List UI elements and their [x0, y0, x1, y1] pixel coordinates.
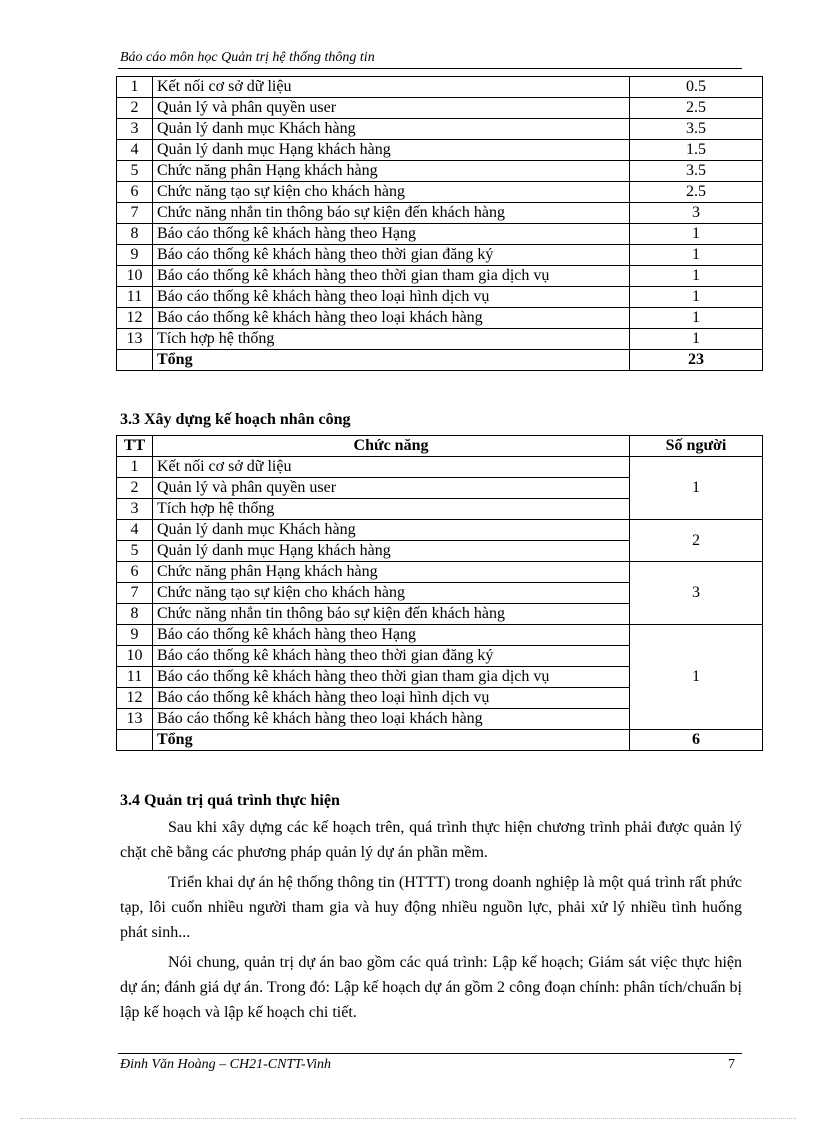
- row-name: Chức năng tạo sự kiện cho khách hàng: [153, 182, 630, 203]
- row-name: Tích hợp hệ thống: [153, 499, 630, 520]
- row-value: 1: [630, 308, 763, 329]
- row-value: 1: [630, 329, 763, 350]
- header-function: Chức năng: [153, 436, 630, 457]
- row-value: 0.5: [630, 77, 763, 98]
- row-name: Báo cáo thống kê khách hàng theo thời gian đăng ký: [153, 245, 630, 266]
- section-33-title: 3.3 Xây dựng kế hoạch nhân công: [120, 411, 351, 428]
- row-name: Chức năng tạo sự kiện cho khách hàng: [153, 583, 630, 604]
- row-value: 1: [630, 245, 763, 266]
- row-number: 10: [117, 266, 153, 287]
- row-value: 3.5: [630, 119, 763, 140]
- table-row: [117, 203, 763, 224]
- row-name: Kết nối cơ sở dữ liệu: [153, 77, 630, 98]
- row-name: Quản lý và phân quyền user: [153, 98, 630, 119]
- row-name: Báo cáo thống kê khách hàng theo Hạng: [153, 224, 630, 245]
- group-people-count: 1: [630, 625, 763, 730]
- row-name: Báo cáo thống kê khách hàng theo loại hình dịch vụ: [153, 287, 630, 308]
- row-number: 11: [117, 287, 153, 308]
- table-row: [117, 77, 763, 98]
- row-value: 2.5: [630, 182, 763, 203]
- header-tt: TT: [117, 436, 153, 457]
- row-number: 5: [117, 541, 153, 562]
- footer-divider: [118, 1053, 742, 1054]
- section-34-title: 3.4 Quản trị quá trình thực hiện: [120, 792, 340, 809]
- group-people-count: 2: [630, 520, 763, 562]
- total-empty-cell: [117, 350, 153, 371]
- row-name: Chức năng phân Hạng khách hàng: [153, 562, 630, 583]
- row-name: Kết nối cơ sở dữ liệu: [153, 457, 630, 478]
- row-name: Báo cáo thống kê khách hàng theo thời gian đăng ký: [153, 646, 630, 667]
- row-name: Báo cáo thống kê khách hàng theo Hạng: [153, 625, 630, 646]
- staffing-table: [116, 435, 763, 751]
- row-number: 2: [117, 98, 153, 119]
- row-value: 3.5: [630, 161, 763, 182]
- header-divider: [118, 68, 742, 69]
- table-row: [117, 329, 763, 350]
- table-row: [117, 457, 763, 478]
- paragraph: Triển khai dự án hệ thống thông tin (HTTT) trong doanh nghiệp là một quá trình rất phức tạp, lôi cuốn nhiều người tham gia và huy động nhiều nguồn lực, phải xử lý nhiều tình huống phát sinh...: [120, 874, 742, 941]
- total-value: 23: [630, 350, 763, 371]
- row-name: Báo cáo thống kê khách hàng theo thời gian tham gia dịch vụ: [153, 266, 630, 287]
- table-row: [117, 287, 763, 308]
- body-text: [120, 815, 742, 1025]
- table-header-row: [117, 436, 763, 457]
- row-name: Quản lý danh mục Hạng khách hàng: [153, 140, 630, 161]
- row-number: 3: [117, 119, 153, 140]
- paragraph: Sau khi xây dựng các kế hoạch trên, quá trình thực hiện chương trình phải được quản lý chặt chẽ bằng các phương pháp quản lý dự án phần mềm.: [120, 819, 742, 861]
- row-number: 3: [117, 499, 153, 520]
- table-row: [117, 625, 763, 646]
- table-row: [117, 119, 763, 140]
- page-number: 7: [728, 1057, 735, 1072]
- row-number: 12: [117, 688, 153, 709]
- group-people-count: 1: [630, 457, 763, 520]
- row-number: 6: [117, 562, 153, 583]
- row-number: 6: [117, 182, 153, 203]
- row-number: 8: [117, 224, 153, 245]
- row-name: Chức năng nhắn tin thông báo sự kiện đến khách hàng: [153, 203, 630, 224]
- row-number: 7: [117, 203, 153, 224]
- row-number: 4: [117, 140, 153, 161]
- row-name: Báo cáo thống kê khách hàng theo loại khách hàng: [153, 709, 630, 730]
- table-row: [117, 182, 763, 203]
- table-row: [117, 161, 763, 182]
- total-row: [117, 350, 763, 371]
- row-name: Tích hợp hệ thống: [153, 329, 630, 350]
- row-value: 3: [630, 203, 763, 224]
- table-row: [117, 520, 763, 541]
- table-row: [117, 140, 763, 161]
- effort-table-body: [117, 77, 763, 371]
- total-row: [117, 730, 763, 751]
- row-value: 1: [630, 287, 763, 308]
- paragraph: Nói chung, quản trị dự án bao gồm các quá trình: Lập kế hoạch; Giám sát việc thực hiện dự án; đánh giá dự án. Trong đó: Lập kế hoạch dự án gồm 2 công đoạn chính: phân tích/chuẩn bị lập kế hoạch và lập kế hoạch chi tiết.: [120, 954, 742, 1021]
- row-value: 1: [630, 266, 763, 287]
- page-header: Báo cáo môn học Quản trị hệ thống thông tin: [120, 50, 375, 65]
- row-number: 9: [117, 245, 153, 266]
- row-number: 12: [117, 308, 153, 329]
- row-name: Quản lý danh mục Khách hàng: [153, 520, 630, 541]
- row-value: 1: [630, 224, 763, 245]
- table-row: [117, 224, 763, 245]
- header-people: Số người: [630, 436, 763, 457]
- table-row: [117, 562, 763, 583]
- table-row: [117, 266, 763, 287]
- row-number: 8: [117, 604, 153, 625]
- table-row: [117, 245, 763, 266]
- row-name: Quản lý danh mục Hạng khách hàng: [153, 541, 630, 562]
- row-name: Chức năng phân Hạng khách hàng: [153, 161, 630, 182]
- row-number: 1: [117, 457, 153, 478]
- row-value: 1.5: [630, 140, 763, 161]
- row-name: Báo cáo thống kê khách hàng theo loại khách hàng: [153, 308, 630, 329]
- row-number: 2: [117, 478, 153, 499]
- row-number: 13: [117, 709, 153, 730]
- page-bottom-dotted-line: [20, 1118, 796, 1119]
- row-number: 4: [117, 520, 153, 541]
- total-empty-cell: [117, 730, 153, 751]
- row-number: 10: [117, 646, 153, 667]
- row-name: Quản lý và phân quyền user: [153, 478, 630, 499]
- row-name: Chức năng nhắn tin thông báo sự kiện đến khách hàng: [153, 604, 630, 625]
- row-number: 13: [117, 329, 153, 350]
- row-number: 9: [117, 625, 153, 646]
- row-name: Báo cáo thống kê khách hàng theo loại hình dịch vụ: [153, 688, 630, 709]
- row-number: 7: [117, 583, 153, 604]
- row-number: 1: [117, 77, 153, 98]
- total-label: Tổng: [153, 730, 630, 751]
- total-label: Tổng: [153, 350, 630, 371]
- row-number: 11: [117, 667, 153, 688]
- footer-author: Đinh Văn Hoàng – CH21-CNTT-Vinh: [120, 1057, 332, 1072]
- group-people-count: 3: [630, 562, 763, 625]
- row-name: Báo cáo thống kê khách hàng theo thời gian tham gia dịch vụ: [153, 667, 630, 688]
- effort-table: [116, 76, 763, 371]
- row-number: 5: [117, 161, 153, 182]
- row-value: 2.5: [630, 98, 763, 119]
- table-row: [117, 308, 763, 329]
- row-name: Quản lý danh mục Khách hàng: [153, 119, 630, 140]
- table-row: [117, 98, 763, 119]
- total-value: 6: [630, 730, 763, 751]
